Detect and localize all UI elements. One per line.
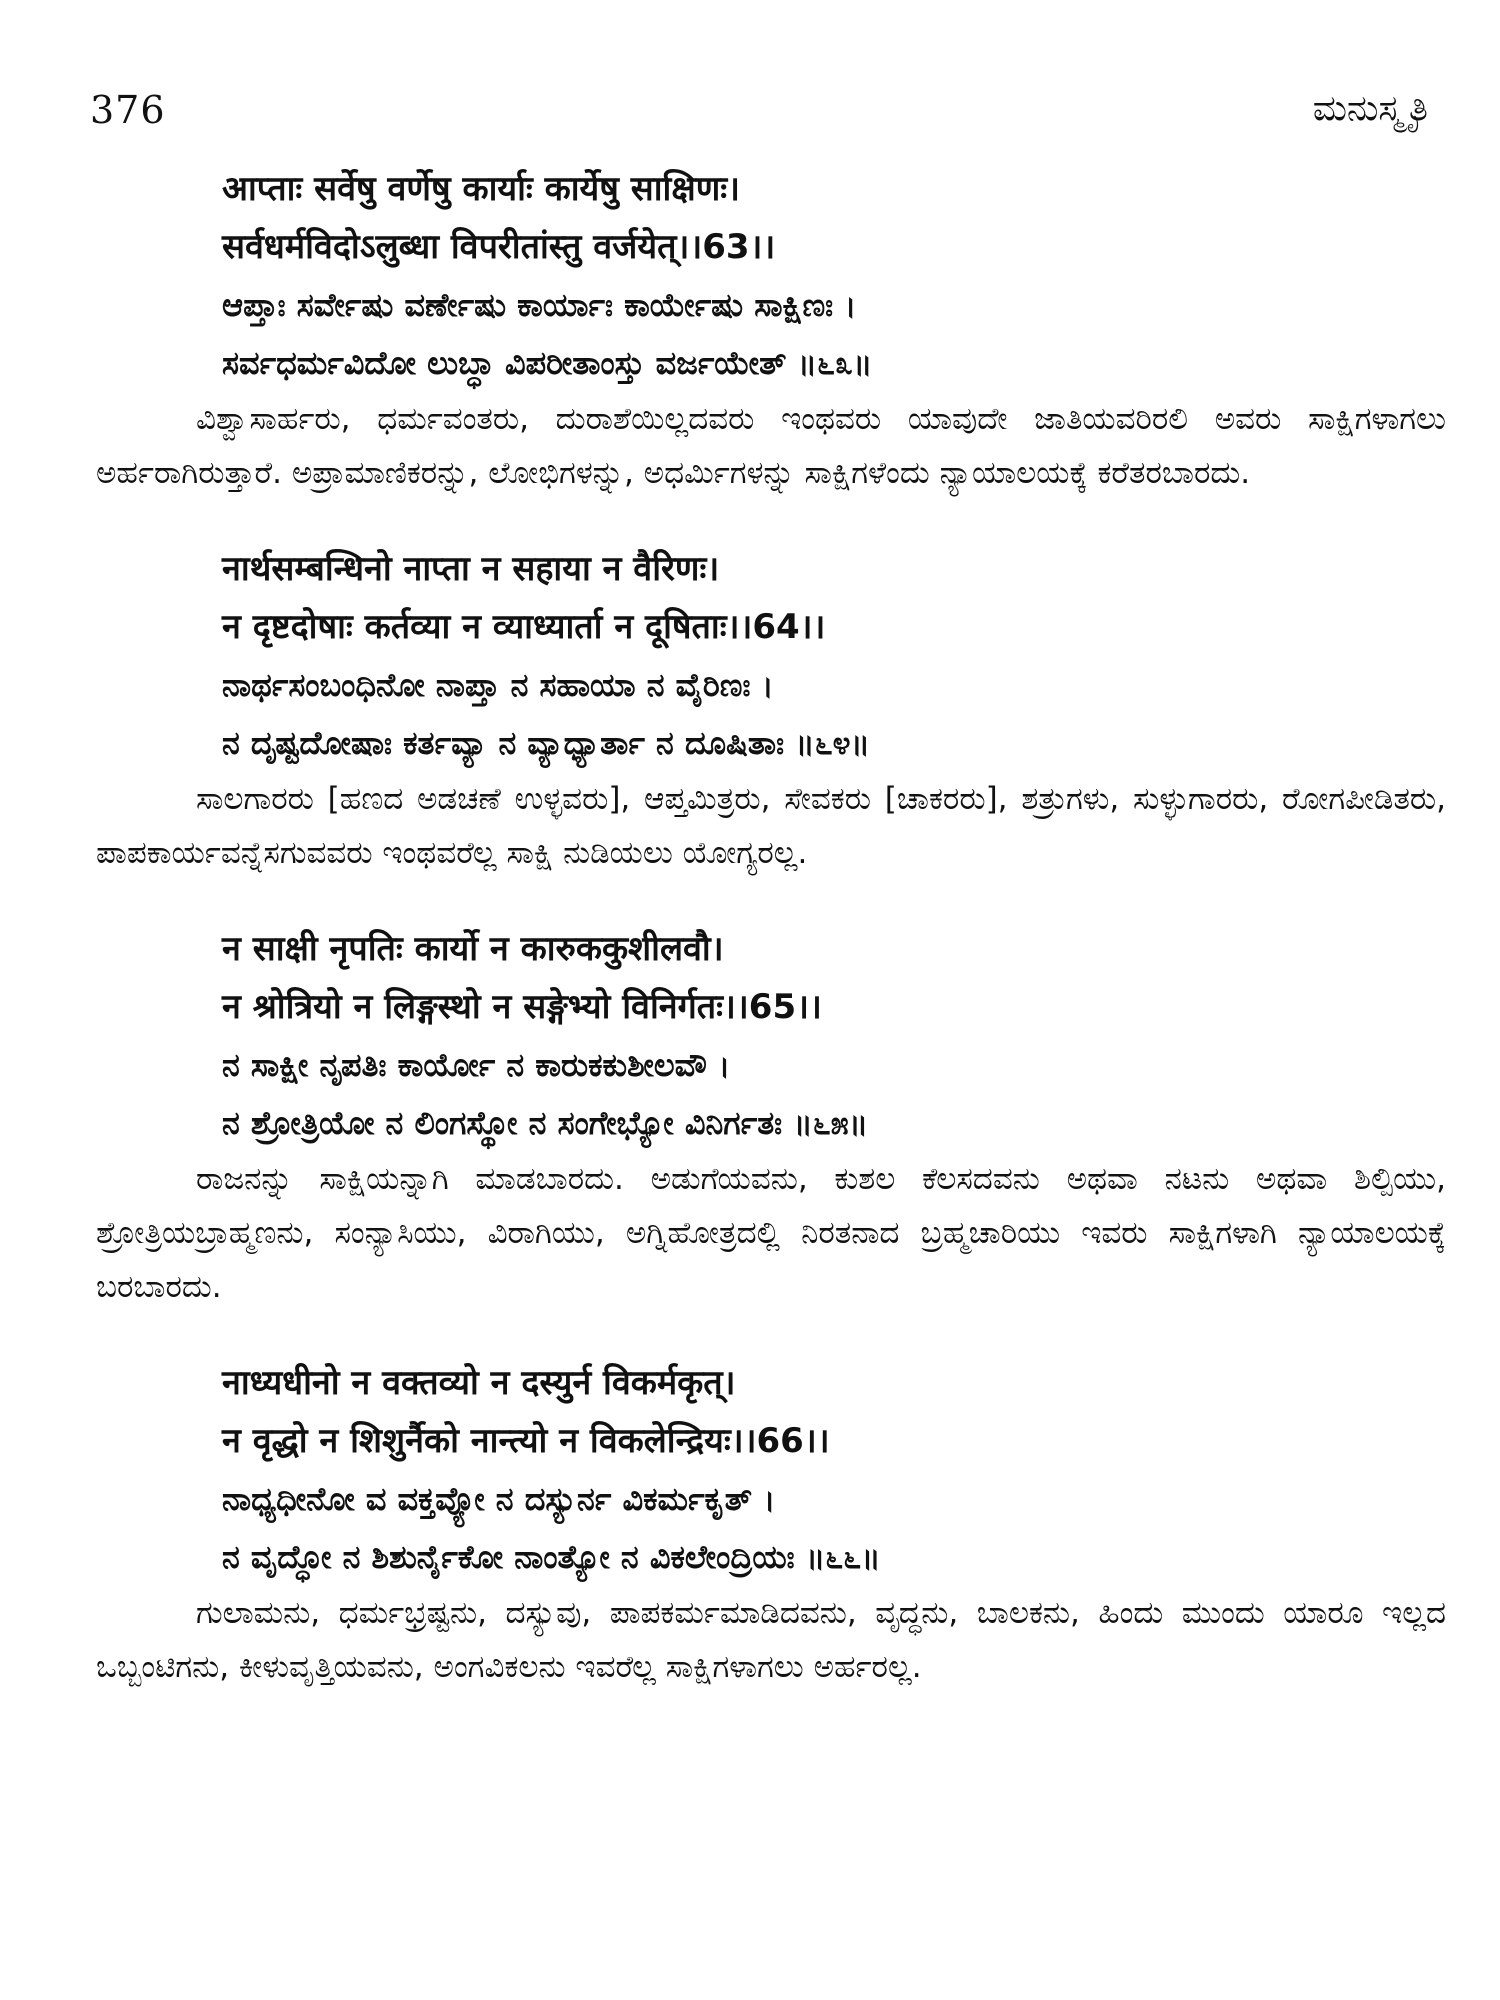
commentary-paragraph: ಸಾಲಗಾರರು [ಹಣದ ಅಡಚಣೆ ಉಳ್ಳವರು], ಆಪ್ತಮಿತ್ರರು, ಸೇವಕರು [ಚಾಕರರು], ಶತ್ರುಗಳು, ಸುಳ್ಳುಗಾರರು, ರೋಗಪೀಡಿತರು, ಪಾಪಕಾರ್ಯವನ್ನೆಸಗುವವರು ಇಂಥವರೆಲ್ಲ ಸಾಕ್ಷಿ ನುಡಿಯಲು ಯೋಗ್ಯರಲ್ಲ.	[96, 781, 1446, 871]
verse-block	[96, 160, 1446, 392]
kannada-verse-line: ಆಪ್ತಾಃ ಸರ್ವೇಷು ವರ್ಣೇಷು ಕಾರ್ಯಾಃ ಕಾರ್ಯೇಷು ಸಾಕ್ಷಿಣಃ ।	[222, 286, 857, 324]
kannada-verse-line: ನ ದೃಷ್ಟದೋಷಾಃ ಕರ್ತವ್ಯಾ ನ ವ್ಯಾಧ್ಯಾರ್ತಾ ನ ದೂಷಿತಾಃ ॥೬೪॥	[222, 724, 871, 762]
sanskrit-verse-line: सर्वधर्मविदोऽलुब्धा विपरीतांस्तु वर्जयेत्।।63।।	[222, 227, 776, 267]
page-content	[96, 160, 1446, 1734]
commentary-paragraph: ವಿಶ್ವಾಸಾರ್ಹರು, ಧರ್ಮವಂತರು, ದುರಾಶೆಯಿಲ್ಲದವರು ಇಂಥವರು ಯಾವುದೇ ಜಾತಿಯವರಿರಲಿ ಅವರು ಸಾಕ್ಷಿಗಳಾಗಲು ಅರ್ಹರಾಗಿರುತ್ತಾರೆ. ಅಪ್ರಾಮಾಣಿಕರನ್ನು, ಲೋಭಿಗಳನ್ನು, ಅಧರ್ಮಿಗಳನ್ನು ಸಾಕ್ಷಿಗಳೆಂದು ನ್ಯಾಯಾಲಯಕ್ಕೆ ಕರೆತರಬಾರದು.	[96, 401, 1446, 491]
sanskrit-verse-line: न साक्षी नृपतिः कार्यो न कारुककुशीलवौ।	[222, 929, 724, 969]
verse-section-66	[96, 1354, 1446, 1694]
kannada-verse-line: ನಾಧ್ಯಧೀನೋ ವ ವಕ್ತವ್ಯೋ ನ ದಸ್ಯುರ್ನ ವಿಕರ್ಮಕೃತ್ ।	[222, 1480, 776, 1518]
kannada-verse-line: ನ ಶ್ರೋತ್ರಿಯೋ ನ ಲಿಂಗಸ್ಥೋ ನ ಸಂಗೇಭ್ಯೋ ವಿನಿರ್ಗತಃ ॥೬೫॥	[222, 1104, 869, 1142]
running-head: ಮನುಸ್ಮೃತಿ	[1312, 88, 1428, 129]
sanskrit-verse-line: नाध्यधीनो न वक्तव्यो न दस्युर्न विकर्मकृत्।	[222, 1363, 736, 1403]
kannada-verse-line: ಸರ್ವಧರ್ಮವಿದೋ ಲುಬ್ಧಾ ವಿಪರೀತಾಂಸ್ತು ವರ್ಜಯೇತ್ ॥೬೩॥	[222, 344, 873, 382]
verse-section-64	[96, 540, 1446, 880]
verse-section-63	[96, 160, 1446, 500]
page-number: 376	[90, 88, 166, 132]
kannada-verse-line: ನ ವೃದ್ಧೋ ನ ಶಿಶುರ್ನೈಕೋ ನಾಂತ್ಯೋ ನ ವಿಕಲೇಂದ್ರಿಯಃ ॥೬೬॥	[222, 1538, 881, 1576]
verse-section-65	[96, 920, 1446, 1314]
sanskrit-verse-line: न श्रोत्रियो न लिङ्गस्थो न सङ्गेभ्यो विनिर्गतः।।65।।	[222, 987, 822, 1027]
verse-block	[96, 540, 1446, 772]
sanskrit-verse-line: नार्थसम्बन्धिनो नाप्ता न सहाया न वैरिणः।	[222, 549, 720, 589]
commentary-paragraph: ಗುಲಾಮನು, ಧರ್ಮಭ್ರಷ್ಟನು, ದಸ್ಯುವು, ಪಾಪಕರ್ಮಮಾಡಿದವನು, ವೃದ್ಧನು, ಬಾಲಕನು, ಹಿಂದು ಮುಂದು ಯಾರೂ ಇಲ್ಲದ ಒಬ್ಬಂಟಿಗನು, ಕೀಳುವೃತ್ತಿಯವನು, ಅಂಗವಿಕಲನು ಇವರೆಲ್ಲ ಸಾಕ್ಷಿಗಳಾಗಲು ಅರ್ಹರಲ್ಲ.	[96, 1595, 1446, 1685]
sanskrit-verse-line: न दृष्टदोषाः कर्तव्या न व्याध्यार्ता न दूषिताः।।64।।	[222, 607, 826, 647]
verse-block	[96, 920, 1446, 1152]
sanskrit-verse-line: न वृद्धो न शिशुर्नैको नान्त्यो न विकलेन्द्रियः।।66।।	[222, 1421, 830, 1461]
commentary-paragraph: ರಾಜನನ್ನು ಸಾಕ್ಷಿಯನ್ನಾಗಿ ಮಾಡಬಾರದು. ಅಡುಗೆಯವನು, ಕುಶಲ ಕೆಲಸದವನು ಅಥವಾ ನಟನು ಅಥವಾ ಶಿಲ್ಪಿಯು, ಶ್ರೋತ್ರಿಯಬ್ರಾಹ್ಮಣನು, ಸಂನ್ಯಾಸಿಯು, ವಿರಾಗಿಯು, ಅಗ್ನಿಹೋತ್ರದಲ್ಲಿ ನಿರತನಾದ ಬ್ರಹ್ಮಚಾರಿಯು ಇವರು ಸಾಕ್ಷಿಗಳಾಗಿ ನ್ಯಾಯಾಲಯಕ್ಕೆ ಬರಬಾರದು.	[96, 1161, 1446, 1305]
sanskrit-verse-line: आप्ताः सर्वेषु वर्णेषु कार्याः कार्येषु साक्षिणः।	[222, 169, 741, 209]
verse-block	[96, 1354, 1446, 1586]
kannada-verse-line: ನ ಸಾಕ್ಷೀ ನೃಪತಿಃ ಕಾರ್ಯೋ ನ ಕಾರುಕಕುಶೀಲವೌ ।	[222, 1046, 731, 1084]
kannada-verse-line: ನಾರ್ಥಸಂಬಂಧಿನೋ ನಾಪ್ತಾ ನ ಸಹಾಯಾ ನ ವೈರಿಣಃ ।	[222, 666, 774, 704]
